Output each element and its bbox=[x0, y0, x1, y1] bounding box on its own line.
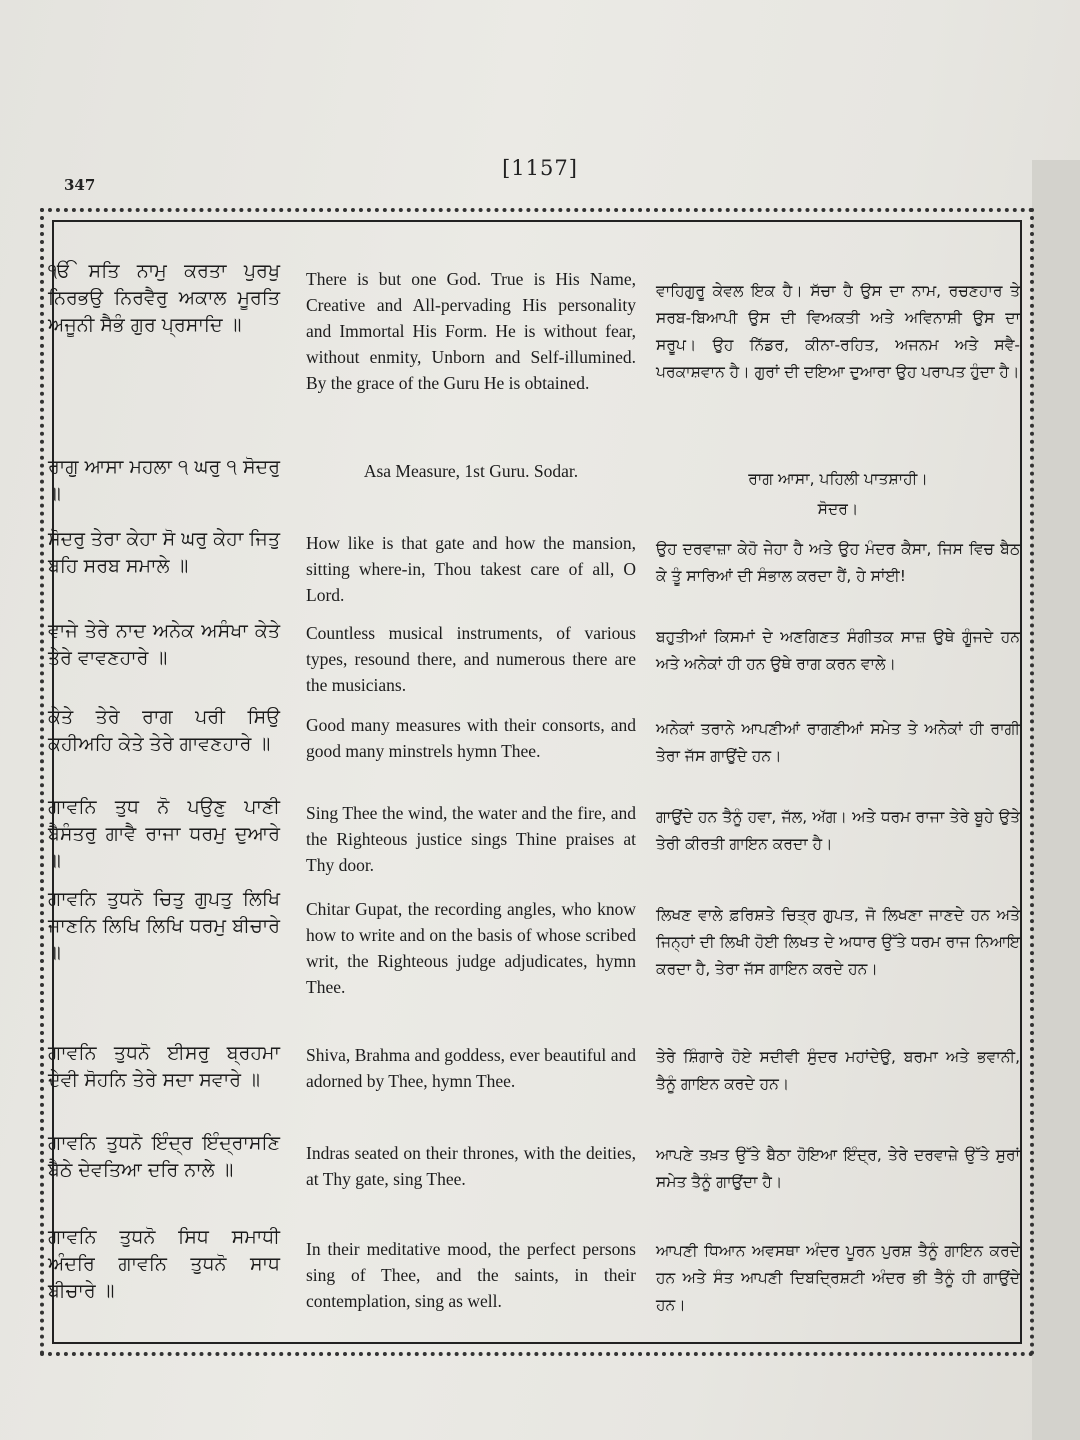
gurmukhi-text: ਰਾਗੁ ਆਸਾ ਮਹਲਾ ੧ ਘਰੁ ੧ ਸੋਦਰੁ ॥ bbox=[48, 456, 280, 505]
punjabi-translation: ਤੇਰੇ ਸ਼ਿੰਗਾਰੇ ਹੋਏ ਸਦੀਵੀ ਸੁੰਦਰ ਮਹਾਂਦੇਉ, ਬਰਮਾ ਅਤੇ ਭਵਾਨੀ, ਤੈਨੂੰ ਗਾਇਨ ਕਰਦੇ ਹਨ। bbox=[656, 1048, 1020, 1093]
punjabi-translation: ਗਾਉਂਦੇ ਹਨ ਤੈਨੂੰ ਹਵਾ, ਜੱਲ, ਅੱਗ। ਅਤੇ ਧਰਮ ਰਾਜਾ ਤੇਰੇ ਬੂਹੇ ਉਤੇ ਤੇਰੀ ਕੀਰਤੀ ਗਾਇਨ ਕਰਦਾ ਹੈ। bbox=[656, 808, 1020, 853]
punjabi-translation: ਉਹ ਦਰਵਾਜ਼ਾ ਕੇਹੋ ਜੇਹਾ ਹੈ ਅਤੇ ਉਹ ਮੰਦਰ ਕੈਸਾ, ਜਿਸ ਵਿਚ ਬੈਠ ਕੇ ਤੂੰ ਸਾਰਿਆਂ ਦੀ ਸੰਭਾਲ ਕਰਦਾ ਹੈਂ, ਹੇ ਸਾਂਈ! bbox=[656, 540, 1020, 585]
punjabi-translation: ਅਨੇਕਾਂ ਤਰਾਨੇ ਆਪਣੀਆਂ ਰਾਗਣੀਆਂ ਸਮੇਤ ਤੇ ਅਨੇਕਾਂ ਹੀ ਰਾਗੀ ਤੇਰਾ ਜੱਸ ਗਾਉਂਦੇ ਹਨ। bbox=[656, 720, 1020, 765]
punjabi-translation: ਬਹੁਤੀਆਂ ਕਿਸਮਾਂ ਦੇ ਅਣਗਿਣਤ ਸੰਗੀਤਕ ਸਾਜ਼ ਉਥੇ ਗੂੰਜਦੇ ਹਨ ਅਤੇ ਅਨੇਕਾਂ ਹੀ ਹਨ ਉਥੇ ਰਾਗ ਕਰਨ ਵਾਲੇ। bbox=[656, 628, 1020, 673]
punjabi-translation: ਵਾਹਿਗੁਰੂ ਕੇਵਲ ਇਕ ਹੈ। ਸੱਚਾ ਹੈ ਉਸ ਦਾ ਨਾਮ, ਰਚਣਹਾਰ ਤੇ ਸਰਬ-ਬਿਆਪੀ ਉਸ ਦੀ ਵਿਅਕਤੀ ਅਤੇ ਅਵਿਨਾਸ਼ੀ ਉਸ ਦਾ ਸਰੂਪ। ਉਹ ਨਿੱਡਰ, ਕੀਨਾ-ਰਹਿਤ, ਅਜਨਮ ਅਤੇ ਸਵੈ-ਪਰਕਾਸ਼ਵਾਨ ਹੈ। ਗੁਰਾਂ ਦੀ ਦਇਆ ਦੁਆਰਾ ਉਹ ਪਰਾਪਤ ਹੁੰਦਾ ਹੈ। bbox=[656, 282, 1020, 381]
gurmukhi-text: ਗਾਵਨਿ ਤੁਧਨੋ ਇੰਦ੍ਰ ਇੰਦ੍ਰਾਸਣਿ ਬੈਠੇ ਦੇਵਤਿਆ ਦਰਿ ਨਾਲੇ ॥ bbox=[48, 1132, 280, 1181]
english-translation: Asa Measure, 1st Guru. Sodar. bbox=[363, 461, 579, 481]
gurmukhi-text: ਗਾਵਨਿ ਤੁਧ ਨੋ ਪਉਣੁ ਪਾਣੀ ਬੈਸੰਤਰੁ ਗਾਵੈ ਰਾਜਾ ਧਰਮੁ ਦੁਆਰੇ ॥ bbox=[48, 796, 280, 872]
gurmukhi-text: ਗਾਵਨਿ ਤੁਧਨੋ ਚਿਤੁ ਗੁਪਤੁ ਲਿਖਿ ਜਾਣਨਿ ਲਿਖਿ ਲਿਖਿ ਧਰਮੁ ਬੀਚਾਰੇ ॥ bbox=[48, 888, 280, 964]
english-translation: Chitar Gupat, the recording angles, who know how to write and on the basis of whose scribed writ, the Righteous judge adjudicates, hymn Thee. bbox=[306, 899, 636, 997]
punjabi-translation: ਆਪਣੇ ਤਖ਼ਤ ਉੱਤੇ ਬੈਠਾ ਹੋਇਆ ਇੰਦ੍ਰ, ਤੇਰੇ ਦਰਵਾਜ਼ੇ ਉੱਤੇ ਸੁਰਾਂ ਸਮੇਤ ਤੈਨੂੰ ਗਾਉਂਦਾ ਹੈ। bbox=[656, 1146, 1020, 1191]
gurmukhi-text: ਕੇਤੇ ਤੇਰੇ ਰਾਗ ਪਰੀ ਸਿਉ ਕਹੀਅਹਿ ਕੇਤੇ ਤੇਰੇ ਗਾਵਣਹਾਰੇ ॥ bbox=[48, 706, 280, 755]
page-title: [1157] bbox=[502, 156, 578, 180]
gurmukhi-text: ਗਾਵਨਿ ਤੁਧਨੋ ਈਸਰੁ ਬ੍ਰਹਮਾ ਦੇਵੀ ਸੋਹਨਿ ਤੇਰੇ ਸਦਾ ਸਵਾਰੇ ॥ bbox=[48, 1042, 280, 1091]
adjacent-page-edge bbox=[1032, 160, 1080, 1440]
english-translation: Countless musical instruments, of various types, resound there, and numerous there are the musicians. bbox=[306, 623, 636, 695]
english-translation: Sing Thee the wind, the water and the fire, and the Righteous justice sings Thine praises at Thy door. bbox=[306, 803, 636, 875]
english-translation: In their meditative mood, the perfect persons sing of Thee, and the saints, in their contemplation, sing as well. bbox=[306, 1239, 636, 1311]
punjabi-translation: ਆਪਣੀ ਧਿਆਨ ਅਵਸਥਾ ਅੰਦਰ ਪੂਰਨ ਪੁਰਸ਼ ਤੈਨੂੰ ਗਾਇਨ ਕਰਦੇ ਹਨ ਅਤੇ ਸੰਤ ਆਪਣੀ ਦਿਬਦ੍ਰਿਸ਼ਟੀ ਅੰਦਰ ਭੀ ਤੈਨੂੰ ਹੀ ਗਾਉਂਦੇ ਹਨ। bbox=[656, 1242, 1020, 1314]
page-number: 347 bbox=[64, 176, 96, 194]
punjabi-translation-sodar: ਸੋਦਰ। bbox=[817, 500, 859, 518]
english-translation: There is but one God. True is His Name, Creative and All-pervading His personality and Immortal His Form. He is without fear, without enmity, Unborn and Self-illumined. By the grace of the Guru He is obtained. bbox=[306, 269, 636, 393]
gurmukhi-text: ੴ ਸਤਿ ਨਾਮੁ ਕਰਤਾ ਪੁਰਖੁ ਨਿਰਭਉ ਨਿਰਵੈਰੁ ਅਕਾਲ ਮੂਰਤਿ ਅਜੂਨੀ ਸੈਭੰ ਗੁਰ ਪ੍ਰਸਾਦਿ ॥ bbox=[48, 260, 280, 336]
punjabi-translation: ਲਿਖਣ ਵਾਲੇ ਫ਼ਰਿਸ਼ਤੇ ਚਿਤ੍ਰ ਗੁਪਤ, ਜੋ ਲਿਖਣਾ ਜਾਣਦੇ ਹਨ ਅਤੇ ਜਿਨ੍ਹਾਂ ਦੀ ਲਿਖੀ ਹੋਈ ਲਿਖਤ ਦੇ ਅਧਾਰ ਉੱਤੇ ਧਰਮ ਰਾਜ ਨਿਆਇ ਕਰਦਾ ਹੈ, ਤੇਰਾ ਜੱਸ ਗਾਇਨ ਕਰਦੇ ਹਨ। bbox=[656, 906, 1020, 978]
punjabi-translation-heading: ਰਾਗ ਆਸਾ, ਪਹਿਲੀ ਪਾਤਸ਼ਾਹੀ। bbox=[748, 470, 928, 488]
english-translation: Indras seated on their thrones, with the deities, at Thy gate, sing Thee. bbox=[306, 1143, 636, 1189]
english-translation: Good many measures with their consorts, and good many minstrels hymn Thee. bbox=[306, 715, 636, 761]
english-translation: How like is that gate and how the mansion, sitting where-in, Thou takest care of all, O Lord. bbox=[306, 533, 636, 605]
english-translation: Shiva, Brahma and goddess, ever beautiful and adorned by Thee, hymn Thee. bbox=[306, 1045, 636, 1091]
gurmukhi-text: ਗਾਵਨਿ ਤੁਧਨੋ ਸਿਧ ਸਮਾਧੀ ਅੰਦਰਿ ਗਾਵਨਿ ਤੁਧਨੋ ਸਾਧ ਬੀਚਾਰੇ ॥ bbox=[48, 1226, 280, 1302]
gurmukhi-text: ਸੋਦਰੁ ਤੇਰਾ ਕੇਹਾ ਸੋ ਘਰੁ ਕੇਹਾ ਜਿਤੁ ਬਹਿ ਸਰਬ ਸਮਾਲੇ ॥ bbox=[48, 528, 280, 577]
gurmukhi-text: ਵਾਜੇ ਤੇਰੇ ਨਾਦ ਅਨੇਕ ਅਸੰਖਾ ਕੇਤੇ ਤੇਰੇ ਵਾਵਣਹਾਰੇ ॥ bbox=[48, 620, 280, 669]
